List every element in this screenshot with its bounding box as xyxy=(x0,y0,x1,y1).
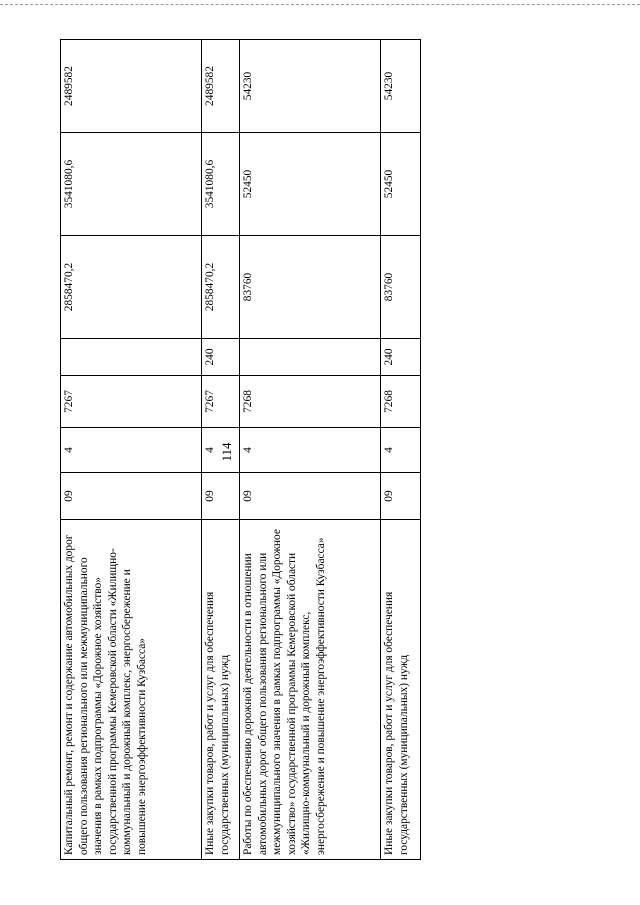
row-description: Работы по обеспечению дорожной деятельности в отношении автомобильных дорог общего пользования регионального или межмуниципального значения в рамках подпрограммы «Дорожное хозяйство» государственной программы Кемеровской области «Жилищно-коммунальный и дорожный комплекс, энергосбережение и повышение энергоэффективности Кузбасса» xyxy=(240,520,381,860)
amount-1: 2858470,2 xyxy=(61,236,202,339)
page-number: 114 xyxy=(219,442,234,462)
row-description: Капитальный ремонт, ремонт и содержание автомобильных дорог общего пользования регионального или межмуниципального значения в рамках подпрограммы «Дорожное хозяйство» государственной программы Кемеровской области «Жилищно-коммунальный и дорожный комплекс, энергосбережение и повышение энергоэффективности Кузбасса» xyxy=(61,520,202,860)
expense-type-code: 240 xyxy=(381,339,421,376)
target-code: 7268 xyxy=(240,376,381,428)
amount-2: 3541080,6 xyxy=(202,133,240,236)
subsection-code: 4 xyxy=(202,428,240,473)
table-row xyxy=(381,40,421,860)
amount-2: 52450 xyxy=(240,133,381,236)
subsection-code: 4 xyxy=(240,428,381,473)
page-top-rule xyxy=(0,4,640,5)
table-row xyxy=(61,40,202,860)
target-code: 7267 xyxy=(202,376,240,428)
target-code: 7267 xyxy=(61,376,202,428)
amount-1: 83760 xyxy=(240,236,381,339)
amount-1: 2858470,2 xyxy=(202,236,240,339)
amount-2: 52450 xyxy=(381,133,421,236)
section-code: 09 xyxy=(202,473,240,520)
amount-3: 2489582 xyxy=(202,40,240,133)
expense-type-code: 240 xyxy=(202,339,240,376)
table-row xyxy=(240,40,381,860)
row-description: Иные закупки товаров, работ и услуг для обеспечения государственных (муниципальных) нужд xyxy=(381,520,421,860)
expense-type-code xyxy=(61,339,202,376)
amount-2: 3541080,6 xyxy=(61,133,202,236)
budget-table xyxy=(60,39,421,860)
row-description: Иные закупки товаров, работ и услуг для обеспечения государственных (муниципальных) нужд xyxy=(202,520,240,860)
subsection-code: 4 xyxy=(61,428,202,473)
amount-1: 83760 xyxy=(381,236,421,339)
subsection-code: 4 xyxy=(381,428,421,473)
section-code: 09 xyxy=(61,473,202,520)
amount-3: 54230 xyxy=(381,40,421,133)
expense-type-code xyxy=(240,339,381,376)
section-code: 09 xyxy=(240,473,381,520)
target-code: 7268 xyxy=(381,376,421,428)
section-code: 09 xyxy=(381,473,421,520)
amount-3: 54230 xyxy=(240,40,381,133)
rotated-table-wrapper xyxy=(60,40,420,860)
table-row xyxy=(202,40,240,860)
amount-3: 2489582 xyxy=(61,40,202,133)
